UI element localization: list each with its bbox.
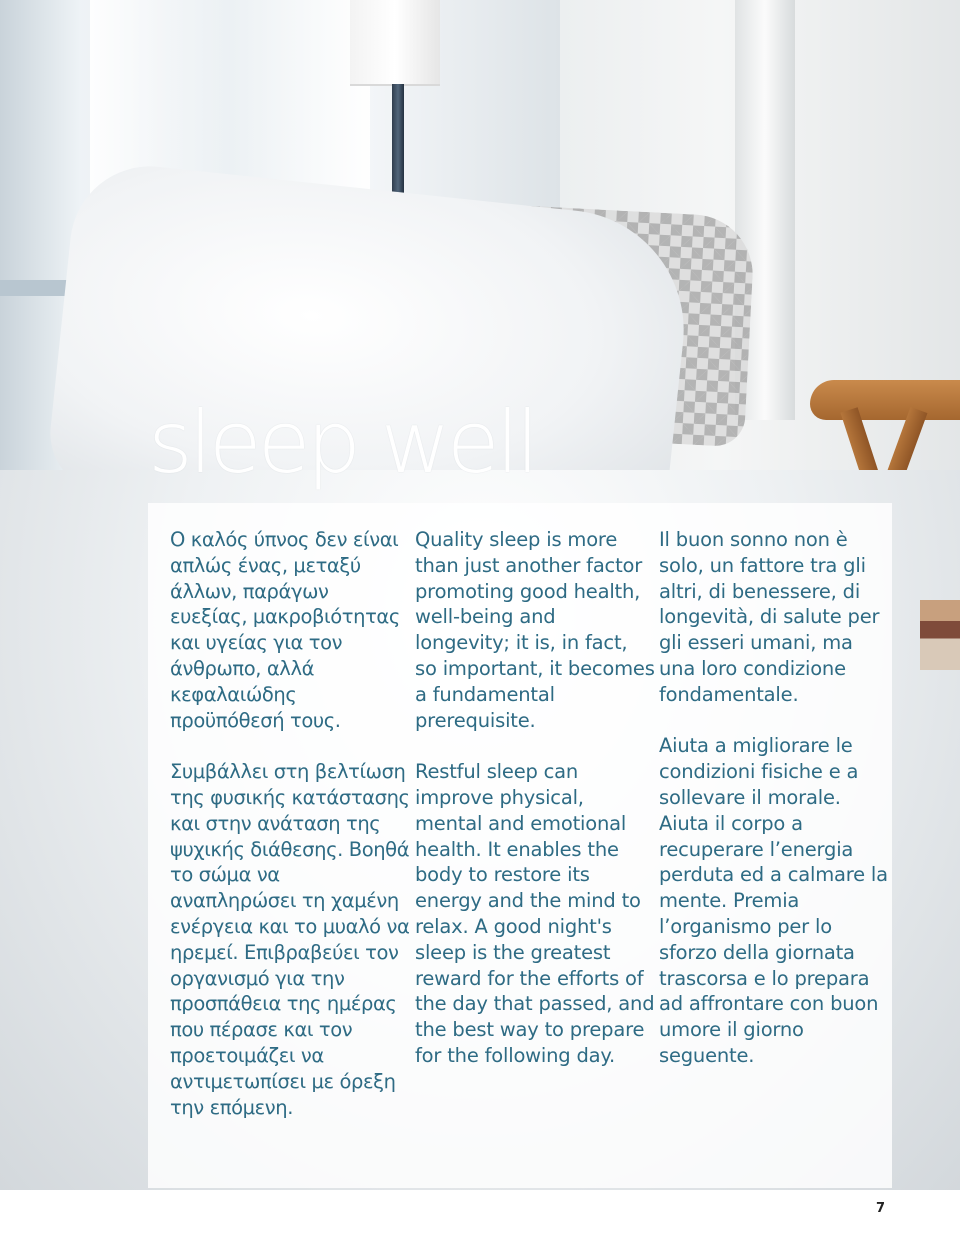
page-number: 7	[876, 1201, 886, 1216]
english-column	[415, 527, 655, 1095]
books-stack	[920, 600, 960, 670]
lamp-shade	[350, 0, 440, 86]
paragraph: Ο καλός ύπνος δεν είναι απλώς ένας, μεταξύ άλλων, παράγων ευεξίας, μακροβιότητας και υγείας για τον άνθρωπο, αλλά κεφαλαιώδης προϋπόθεσή τους.	[170, 528, 400, 732]
paragraph: Quality sleep is more than just another factor promoting good health, well-being and longevity; it is, in fact, so important, it becomes a fundamental prerequisite.	[415, 528, 655, 732]
text-panel	[148, 503, 892, 1188]
chair-back	[810, 380, 960, 420]
page-title: sleep well	[148, 393, 536, 493]
paragraph: Restful sleep can improve physical, mental and emotional health. It enables the body to restore its energy and the mind to relax. A good night's sleep is the greatest reward for the efforts of the day that passed, and the best way to prepare for the following day.	[415, 760, 655, 1067]
paragraph: Aiuta a migliorare le condizioni fisiche e a sollevare il morale. Aiuta il corpo a recuperare l’energia perduta ed a calmare la mente. Premia l’organismo per lo sforzo della giornata trascorsa e lo prepara ad affrontare con buon umore il giorno seguente.	[659, 734, 888, 1067]
paragraph: Συμβάλλει στη βελτίωση της φυσικής κατάστασης και στην ανάταση της ψυχικής διάθεσης. Βοηθά το σώμα να αναπληρώσει τη χαμένη ενέργεια και το μυαλό να ηρεμεί. Επιβραβεύει τον οργανισμό για την προσπάθεια της ημέρας που πέρασε και τον προετοιμάζει να αντιμετωπίσει με όρεξη την επόμενη.	[170, 760, 410, 1119]
paragraph: Il buon sonno non è solo, un fattore tra gli altri, di benessere, di longevità, di salute per gli esseri umani, ma una loro condizione fondamentale.	[659, 528, 880, 706]
greek-column	[170, 527, 410, 1146]
italian-column	[659, 527, 889, 1095]
